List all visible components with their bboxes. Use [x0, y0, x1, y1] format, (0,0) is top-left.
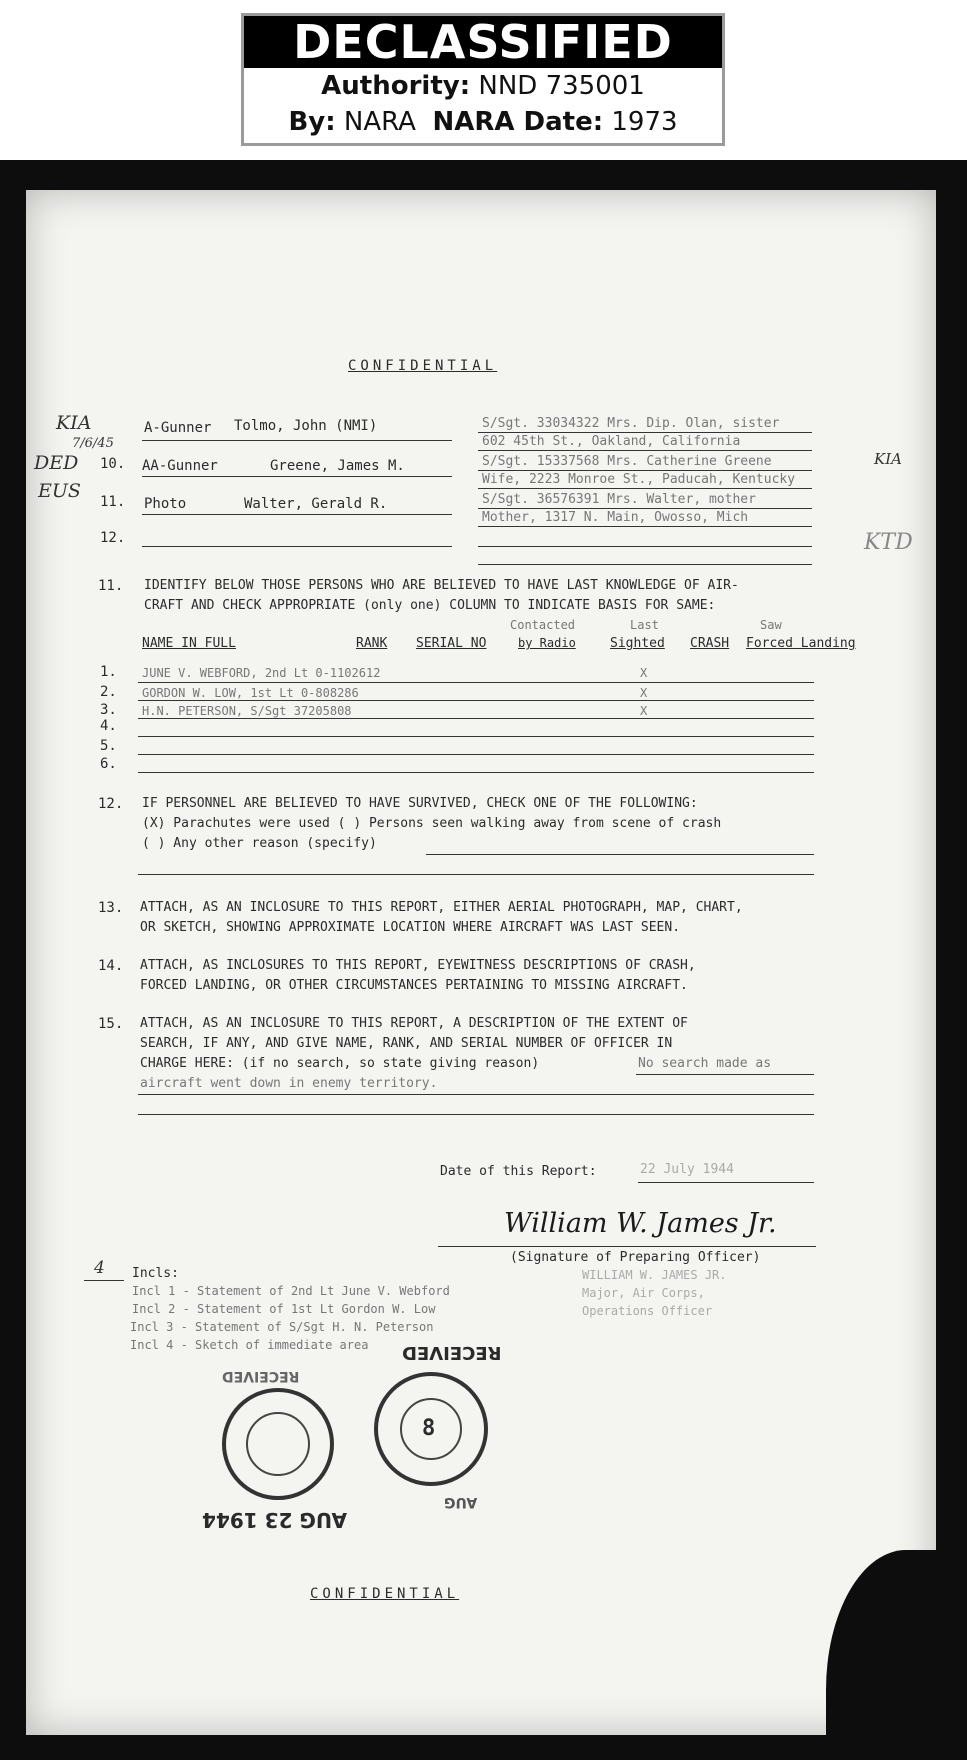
q11-row-num: 2.	[100, 684, 117, 700]
crew-role-3: Photo	[144, 496, 187, 512]
crew-rule	[142, 440, 452, 441]
by-label: By:	[288, 107, 336, 137]
q11-row-rule	[138, 736, 814, 737]
torn-corner	[826, 1550, 966, 1750]
q11-head-last: Last	[630, 618, 659, 632]
crew-num-3: 11.	[100, 494, 126, 510]
q11-line2: CRAFT AND CHECK APPROPRIATE (only one) COLUMN TO INDICATE BASIS FOR SAME:	[144, 598, 716, 613]
q11-row-num: 3.	[100, 702, 117, 718]
q12-line1: IF PERSONNEL ARE BELIEVED TO HAVE SURVIVED, CHECK ONE OF THE FOLLOWING:	[142, 796, 698, 811]
inclosures-label: Incls:	[132, 1266, 179, 1281]
received-stamp-text-faint: RECEIVED	[222, 1368, 300, 1384]
inclosure-item: Incl 2 - Statement of 1st Lt Gordon W. Low	[132, 1302, 436, 1316]
crew-role-1: A-Gunner	[144, 420, 212, 436]
nara-date-label: NARA Date:	[432, 107, 604, 137]
q11-head-contacted: Contacted	[510, 618, 576, 632]
received-seal-number: 8	[422, 1416, 436, 1441]
q11-row-rule	[138, 754, 814, 755]
classification-footer: CONFIDENTIAL	[310, 1586, 460, 1602]
q11-col-crash: CRASH	[690, 636, 730, 651]
crew-rule	[478, 432, 812, 433]
crew-rule	[142, 514, 452, 515]
report-date-rule	[638, 1182, 814, 1183]
received-seal-right	[374, 1372, 488, 1486]
q15-line1: ATTACH, AS AN INCLOSURE TO THIS REPORT, A DESCRIPTION OF THE EXTENT OF	[140, 1016, 688, 1031]
received-date-fragment: AUG	[444, 1494, 478, 1510]
crew-info-2b: Wife, 2223 Monroe St., Paducah, Kentucky	[482, 472, 796, 487]
q11-row-text: GORDON W. LOW, 1st Lt 0-808286	[142, 686, 359, 700]
received-seal-left	[222, 1388, 334, 1500]
q11-row-text: H.N. PETERSON, S/Sgt 37205808	[142, 704, 352, 718]
crew-info-1a: S/Sgt. 33034322 Mrs. Dip. Olan, sister	[482, 416, 780, 431]
crew-rule	[478, 508, 812, 509]
q15-rule	[138, 1114, 814, 1115]
q11-col-sighted: Sighted	[610, 636, 665, 651]
q11-row-mark: X	[640, 686, 648, 700]
crew-name-1: Tolmo, John (NMI)	[234, 418, 378, 434]
q11-line1: IDENTIFY BELOW THOSE PERSONS WHO ARE BELIEVED TO HAVE LAST KNOWLEDGE OF AIR-	[144, 578, 739, 593]
crew-rule	[478, 526, 812, 527]
q11-row-num: 1.	[100, 664, 117, 680]
q11-num: 11.	[98, 578, 124, 594]
q11-row-num: 4.	[100, 718, 117, 734]
crew-rule	[142, 476, 452, 477]
margin-note-kia-right: KIA	[874, 450, 902, 468]
received-date-stamp: AUG 23 1944	[202, 1508, 347, 1532]
officer-title-line: Operations Officer	[582, 1304, 713, 1318]
q13-line2: OR SKETCH, SHOWING APPROXIMATE LOCATION WHERE AIRCRAFT WAS LAST SEEN.	[140, 920, 681, 935]
crew-rule	[142, 546, 452, 547]
q12-specify-rule	[426, 854, 814, 855]
q11-row-rule	[138, 718, 814, 719]
classification-header: CONFIDENTIAL	[348, 358, 498, 374]
q11-head-saw: Saw	[760, 618, 782, 632]
q12-line3: ( ) Any other reason (specify)	[142, 836, 377, 851]
report-date-label: Date of this Report:	[440, 1164, 597, 1179]
inclosure-count-rule	[84, 1280, 124, 1281]
q13-line1: ATTACH, AS AN INCLOSURE TO THIS REPORT, EITHER AERIAL PHOTOGRAPH, MAP, CHART,	[140, 900, 743, 915]
q15-rule	[138, 1094, 814, 1095]
crew-rule	[478, 488, 812, 489]
margin-note-kia: KIA	[56, 412, 92, 434]
q12-num: 12.	[98, 796, 124, 812]
authority-value: NND 735001	[478, 71, 645, 101]
margin-note-ktd: KTD	[864, 530, 913, 555]
margin-note-eus: EUS	[38, 480, 81, 502]
declassified-title: DECLASSIFIED	[244, 16, 722, 68]
inclosure-count: 4	[94, 1258, 105, 1278]
q15-line2: SEARCH, IF ANY, AND GIVE NAME, RANK, AND SERIAL NUMBER OF OFFICER IN	[140, 1036, 673, 1051]
received-stamp-text: RECEIVED	[402, 1342, 502, 1363]
q15-num: 15.	[98, 1016, 124, 1032]
crew-name-2: Greene, James M.	[270, 458, 405, 474]
q11-row-rule	[138, 700, 814, 701]
by-line	[244, 104, 722, 140]
q15-answer-2: aircraft went down in enemy territory.	[140, 1076, 438, 1091]
q14-line2: FORCED LANDING, OR OTHER CIRCUMSTANCES PERTAINING TO MISSING AIRCRAFT.	[140, 978, 688, 993]
officer-name-line: WILLIAM W. JAMES JR.	[582, 1268, 727, 1282]
crew-rule	[478, 450, 812, 451]
crew-rule	[478, 546, 812, 547]
q11-row-num: 5.	[100, 738, 117, 754]
q11-row-rule	[138, 682, 814, 683]
officer-rank-line: Major, Air Corps,	[582, 1286, 705, 1300]
inclosure-item: Incl 3 - Statement of S/Sgt H. N. Peterson	[130, 1320, 434, 1334]
authority-line	[244, 68, 722, 104]
received-seal-left-inner	[246, 1412, 310, 1476]
crew-rule	[478, 470, 812, 471]
crew-num-4: 12.	[100, 530, 126, 546]
q12-rule	[138, 874, 814, 875]
crew-info-1b: 602 45th St., Oakland, California	[482, 434, 741, 449]
q15-line3: CHARGE HERE: (if no search, so state giving reason)	[140, 1056, 540, 1071]
q11-row-text: JUNE V. WEBFORD, 2nd Lt 0-1102612	[142, 666, 381, 680]
officer-signature: William W. James Jr.	[504, 1208, 777, 1239]
inclosure-item: Incl 1 - Statement of 2nd Lt June V. Webford	[132, 1284, 450, 1298]
by-value: NARA	[343, 107, 416, 137]
margin-note-ded: DED	[34, 452, 79, 474]
crew-rule	[478, 564, 812, 565]
q14-line1: ATTACH, AS INCLOSURES TO THIS REPORT, EYEWITNESS DESCRIPTIONS OF CRASH,	[140, 958, 696, 973]
signature-rule	[438, 1246, 816, 1247]
crew-name-3: Walter, Gerald R.	[244, 496, 388, 512]
authority-label: Authority:	[321, 71, 471, 101]
q15-answer-1: No search made as	[638, 1056, 772, 1071]
signature-caption: (Signature of Preparing Officer)	[510, 1250, 761, 1265]
scanned-document	[0, 160, 967, 1760]
q11-row-num: 6.	[100, 756, 117, 772]
q11-row-mark: X	[640, 666, 648, 680]
q13-num: 13.	[98, 900, 124, 916]
report-date-value: 22 July 1944	[640, 1162, 734, 1177]
q11-row-mark: X	[640, 704, 648, 718]
crew-num-2: 10.	[100, 456, 126, 472]
q11-row-rule	[138, 772, 814, 773]
q11-col-forced: Forced Landing	[746, 636, 856, 651]
q11-col-serial: SERIAL NO	[416, 636, 487, 651]
crew-info-2a: S/Sgt. 15337568 Mrs. Catherine Greene	[482, 454, 772, 469]
crew-info-3a: S/Sgt. 36576391 Mrs. Walter, mother	[482, 492, 756, 507]
q11-col-name: NAME IN FULL	[142, 636, 236, 651]
q11-col-rank: RANK	[356, 636, 388, 651]
crew-info-3b: Mother, 1317 N. Main, Owosso, Mich	[482, 510, 749, 525]
nara-date-value: 1973	[611, 107, 678, 137]
crew-role-2: AA-Gunner	[142, 458, 218, 474]
q14-num: 14.	[98, 958, 124, 974]
margin-note-date: 7/6/45	[72, 436, 114, 451]
document-page	[26, 190, 936, 1735]
q11-col-radio: by Radio	[518, 636, 576, 650]
inclosure-item: Incl 4 - Sketch of immediate area	[130, 1338, 369, 1352]
declassified-stamp	[241, 13, 725, 146]
q12-line2: (X) Parachutes were used ( ) Persons seen walking away from scene of crash	[142, 816, 722, 831]
q15-rule	[636, 1074, 814, 1075]
